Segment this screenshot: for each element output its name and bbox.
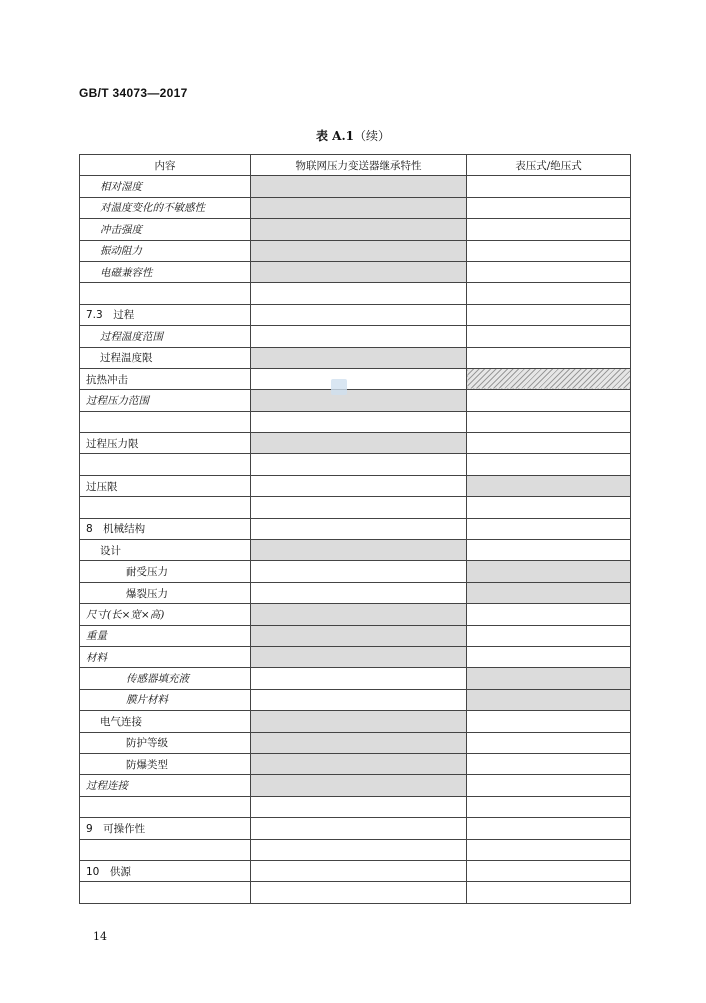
table-row [80,839,631,860]
row-label: 耐受压力 [80,561,251,582]
row-label: 防护等级 [80,732,251,753]
table-body [80,176,631,903]
feature-cell [251,818,467,839]
table-row [80,860,631,881]
pressure-type-cell [467,689,631,710]
pressure-type-cell [467,775,631,796]
row-label: 传感器填充液 [80,668,251,689]
column-header-pressure-type: 表压式/绝压式 [467,155,631,176]
page-number: 14 [93,930,107,943]
table-title-main: 表 A.1 [315,129,354,143]
feature-cell [251,540,467,561]
table-row [80,711,631,732]
row-label: 设计 [80,540,251,561]
pressure-type-cell [467,475,631,496]
pressure-type-cell [467,753,631,774]
pressure-type-cell [467,261,631,282]
table-row [80,433,631,454]
pressure-type-cell [467,176,631,197]
table-row [80,240,631,261]
row-label: 对温度变化的不敏感性 [80,197,251,218]
row-label [80,454,251,475]
pressure-type-cell [467,582,631,603]
feature-cell [251,604,467,625]
standard-code: GB/T 34073—2017 [79,86,188,100]
feature-cell [251,860,467,881]
pressure-type-cell [467,283,631,304]
table-row [80,261,631,282]
row-label: 7.3 过程 [80,304,251,325]
table-row [80,283,631,304]
row-label: 过程压力范围 [80,390,251,411]
feature-cell [251,732,467,753]
pressure-type-cell [467,625,631,646]
table-header-row [80,155,631,176]
feature-cell [251,433,467,454]
feature-cell [251,518,467,539]
column-header-content: 内容 [80,155,251,176]
table-row [80,390,631,411]
table-row [80,497,631,518]
feature-cell [251,176,467,197]
feature-cell [251,839,467,860]
pressure-type-cell [467,497,631,518]
feature-cell [251,796,467,817]
table-row [80,454,631,475]
feature-cell [251,454,467,475]
feature-cell [251,689,467,710]
table-row [80,689,631,710]
feature-cell [251,390,467,411]
column-header-features: 物联网压力变送器继承特性 [251,155,467,176]
table-title [0,127,706,144]
pressure-type-cell [467,518,631,539]
feature-cell [251,625,467,646]
row-label: 9 可操作性 [80,818,251,839]
pressure-type-cell [467,882,631,903]
row-label: 10 供源 [80,860,251,881]
row-label [80,411,251,432]
table-row [80,411,631,432]
table-row [80,347,631,368]
row-label: 重量 [80,625,251,646]
feature-cell [251,668,467,689]
pressure-type-cell [467,604,631,625]
table-row [80,561,631,582]
pressure-type-cell [467,732,631,753]
pressure-type-cell [467,540,631,561]
pressure-type-cell [467,390,631,411]
feature-cell [251,197,467,218]
pressure-type-cell [467,368,631,389]
table-row [80,518,631,539]
row-label [80,882,251,903]
pressure-type-cell [467,304,631,325]
table-row [80,625,631,646]
feature-cell [251,646,467,667]
row-label: 冲击强度 [80,219,251,240]
row-label: 过程温度限 [80,347,251,368]
feature-cell [251,347,467,368]
row-label: 膜片材料 [80,689,251,710]
table-row [80,818,631,839]
table-row [80,732,631,753]
pressure-type-cell [467,433,631,454]
pressure-type-cell [467,411,631,432]
row-label [80,497,251,518]
table-row [80,604,631,625]
table-row [80,582,631,603]
row-label: 过压限 [80,475,251,496]
row-label: 过程压力限 [80,433,251,454]
table-row [80,304,631,325]
pressure-type-cell [467,219,631,240]
row-label: 过程连接 [80,775,251,796]
feature-cell [251,411,467,432]
feature-cell [251,561,467,582]
pressure-type-cell [467,839,631,860]
row-label: 过程温度范围 [80,326,251,347]
row-label: 防爆类型 [80,753,251,774]
watermark-stamp [331,379,347,395]
feature-cell [251,882,467,903]
feature-cell [251,283,467,304]
pressure-type-cell [467,818,631,839]
row-label: 8 机械结构 [80,518,251,539]
pressure-type-cell [467,711,631,732]
pressure-type-cell [467,860,631,881]
pressure-type-cell [467,197,631,218]
feature-cell [251,326,467,347]
table-title-suffix: （续） [354,129,391,143]
pressure-type-cell [467,347,631,368]
feature-cell [251,497,467,518]
pressure-type-cell [467,561,631,582]
row-label: 尺寸(长×宽×高) [80,604,251,625]
pressure-type-cell [467,668,631,689]
feature-cell [251,775,467,796]
feature-cell [251,219,467,240]
table-row [80,882,631,903]
feature-cell [251,582,467,603]
row-label: 材料 [80,646,251,667]
pressure-type-cell [467,646,631,667]
table-row [80,775,631,796]
table-row [80,646,631,667]
pressure-type-cell [467,454,631,475]
feature-cell [251,261,467,282]
feature-cell [251,711,467,732]
table-row [80,475,631,496]
pressure-type-cell [467,326,631,347]
feature-cell [251,753,467,774]
row-label: 电磁兼容性 [80,261,251,282]
pressure-type-cell [467,240,631,261]
table-row [80,197,631,218]
row-label [80,839,251,860]
row-label: 电气连接 [80,711,251,732]
table-row [80,540,631,561]
pressure-type-cell [467,796,631,817]
table-row [80,326,631,347]
row-label: 爆裂压力 [80,582,251,603]
table-row [80,668,631,689]
row-label: 相对湿度 [80,176,251,197]
row-label [80,283,251,304]
table-row [80,176,631,197]
feature-cell [251,475,467,496]
table-row [80,753,631,774]
row-label: 抗热冲击 [80,368,251,389]
feature-cell [251,304,467,325]
table-row [80,368,631,389]
row-label: 振动阻力 [80,240,251,261]
feature-cell [251,368,467,389]
table-row [80,796,631,817]
table-row [80,219,631,240]
row-label [80,796,251,817]
feature-cell [251,240,467,261]
spec-table [79,154,631,904]
